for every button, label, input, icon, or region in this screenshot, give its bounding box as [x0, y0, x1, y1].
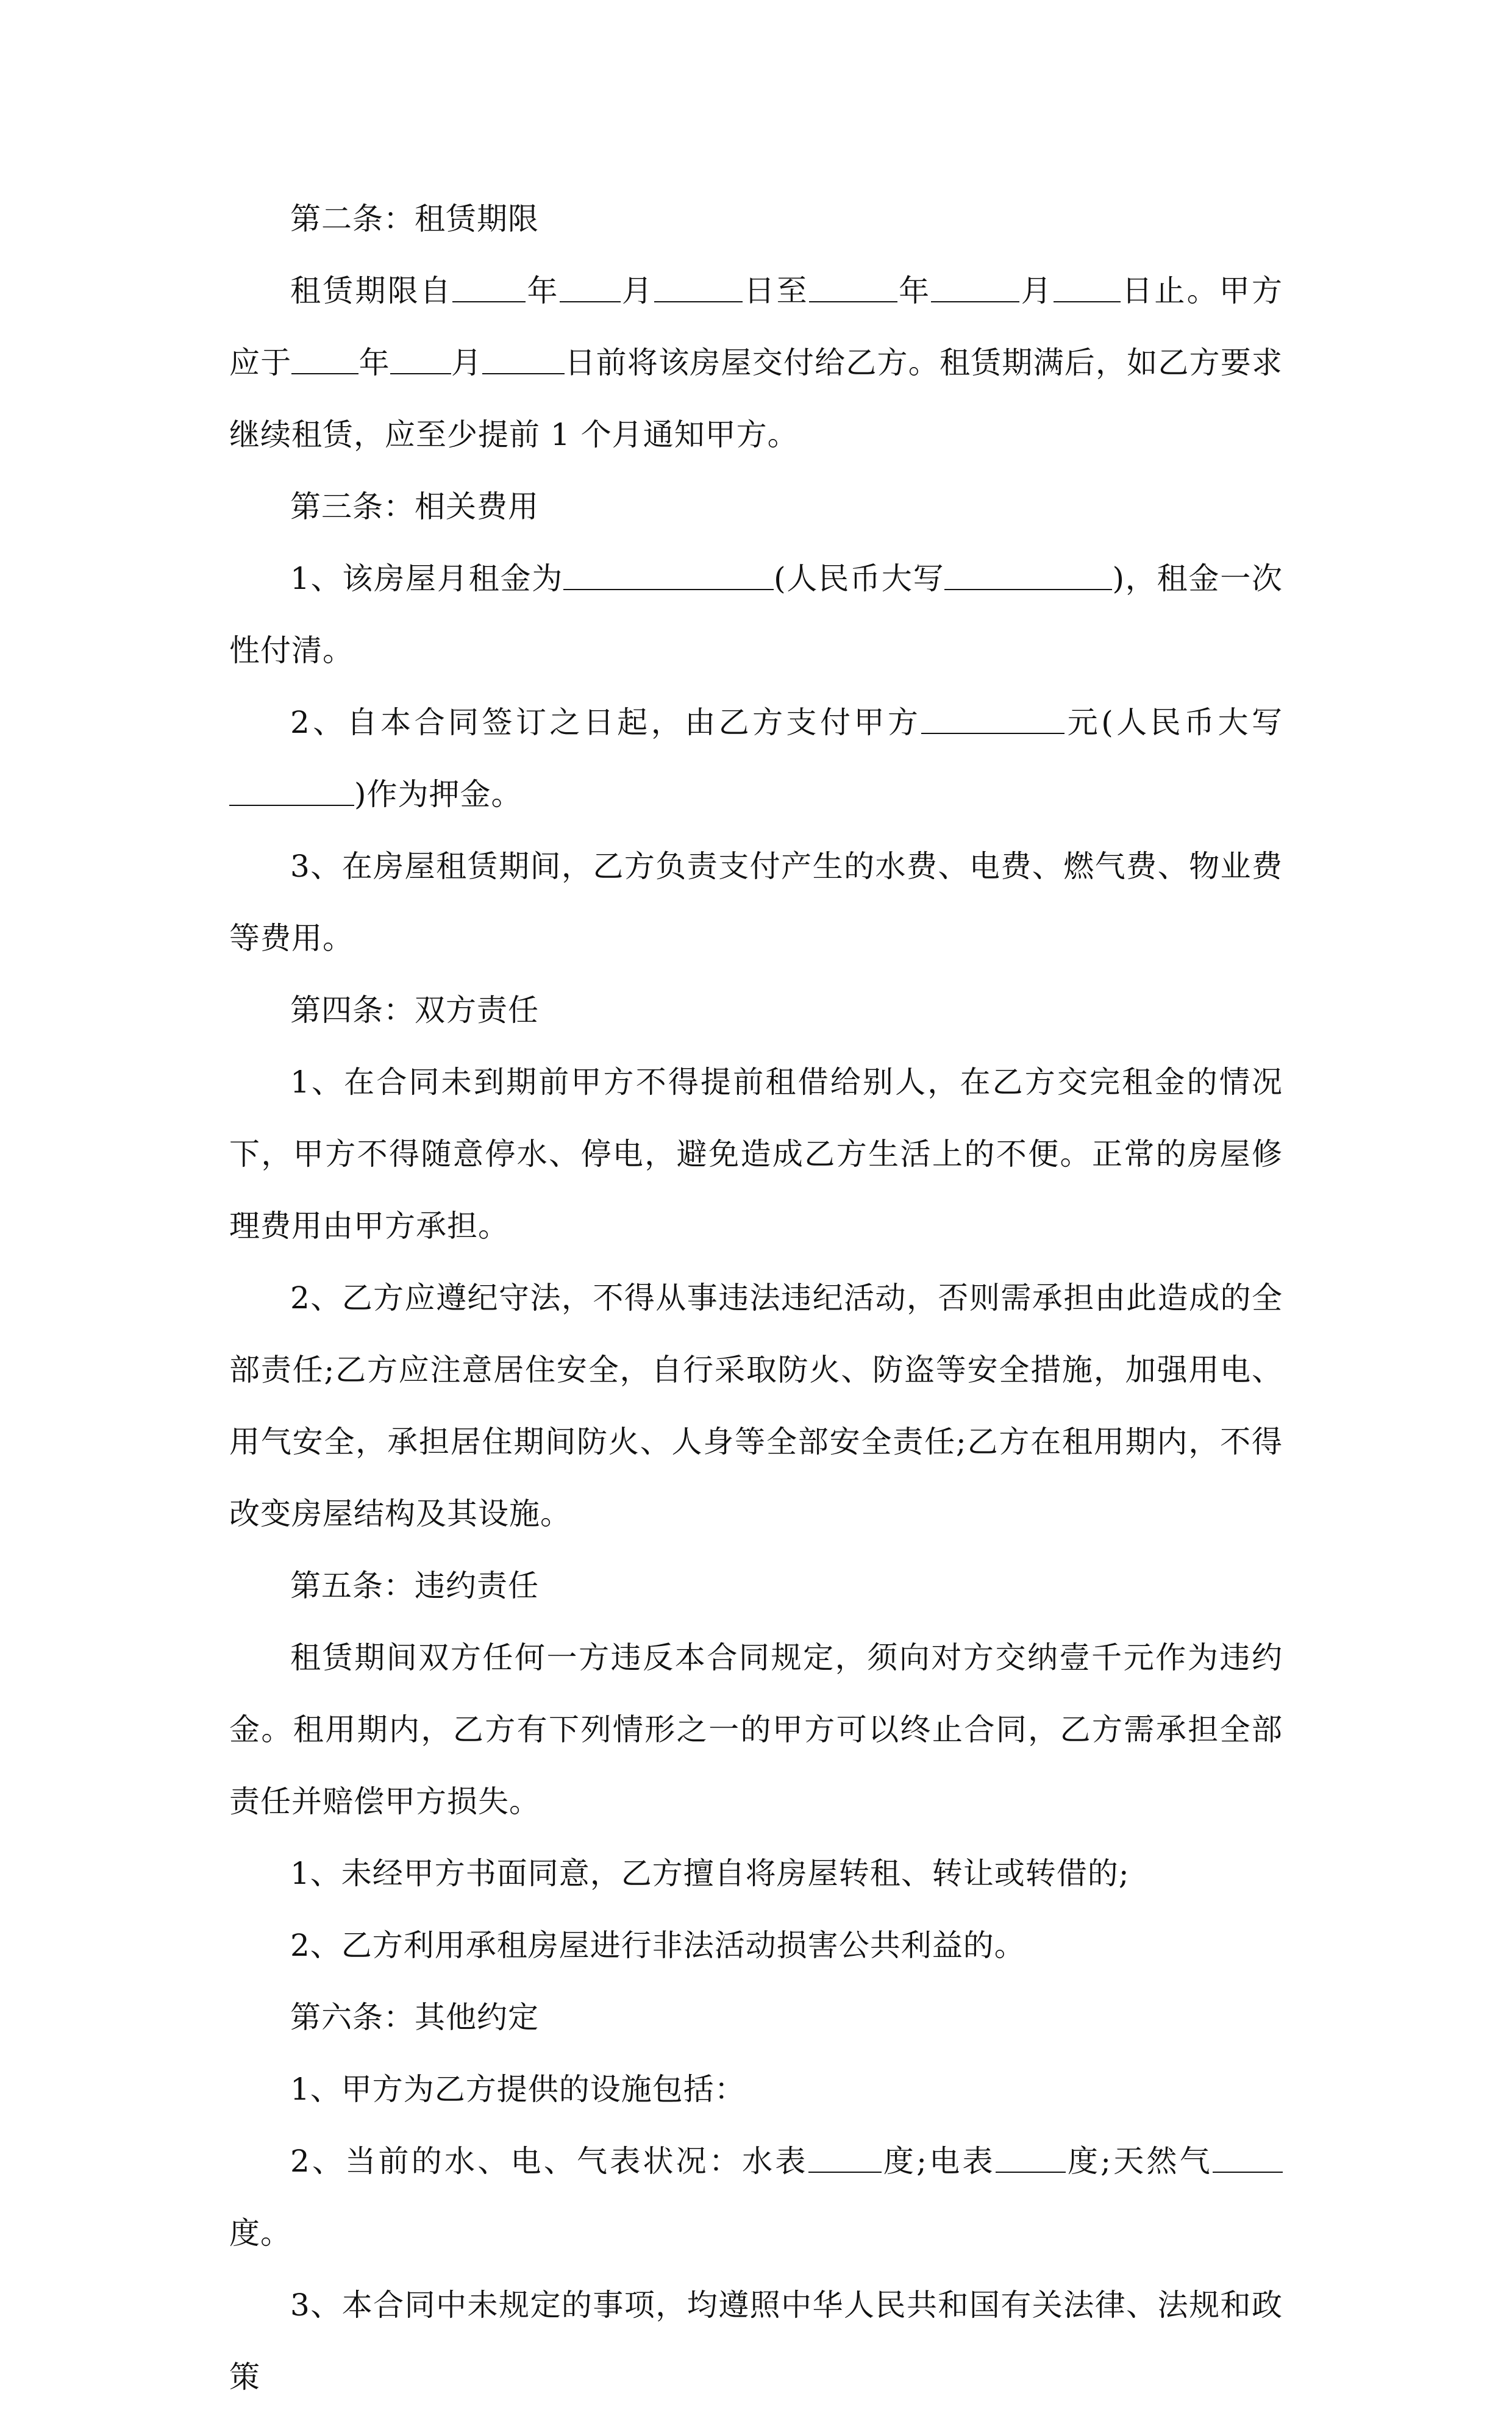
- delivery-year-blank[interactable]: [291, 349, 358, 374]
- article-5-item-2: 2、乙方利用承租房屋进行非法活动损害公共利益的。: [290, 1928, 1025, 1963]
- article-5-item-1: 1、未经甲方书面同意，乙方擅自将房屋转租、转让或转借的;: [290, 1856, 1130, 1891]
- start-month-blank[interactable]: [560, 277, 621, 302]
- article-3-item-2: 2、自本合同签订之日起，由乙方支付甲方 元(人民币大写)作为押金。: [229, 686, 1283, 830]
- article-5-title: 第五条：违约责任: [290, 1568, 539, 1603]
- article-2-title: 第二条：租赁期限: [290, 201, 539, 237]
- contract-body: [229, 183, 1283, 2413]
- article-6-title: 第六条：其他约定: [290, 2000, 539, 2035]
- end-day-blank[interactable]: [1054, 277, 1121, 302]
- start-day-blank[interactable]: [654, 277, 743, 302]
- article-6-item-2: 2、当前的水、电、气表状况：水表 度;电表 度;天然气度。: [229, 2125, 1283, 2269]
- article-6-item-1: 1、甲方为乙方提供的设施包括：: [290, 2072, 746, 2107]
- deposit-amount-blank[interactable]: [921, 708, 1064, 734]
- delivery-day-blank[interactable]: [482, 349, 565, 374]
- article-4-title: 第四条：双方责任: [290, 993, 539, 1028]
- delivery-month-blank[interactable]: [390, 349, 451, 374]
- article-6-item-3: 3、本合同中未规定的事项，均遵照中华人民共和国有关法律、法规和政策: [229, 2287, 1283, 2395]
- start-year-blank[interactable]: [452, 277, 526, 302]
- end-month-blank[interactable]: [931, 277, 1019, 302]
- water-meter-blank[interactable]: [808, 2147, 882, 2173]
- deposit-uppercase-blank[interactable]: [229, 780, 354, 806]
- end-year-blank[interactable]: [809, 277, 897, 302]
- gas-meter-blank[interactable]: [1213, 2147, 1283, 2173]
- article-4-item-2: 2、乙方应遵纪守法，不得从事违法违纪活动，否则需承担由此造成的全部责任;乙方应注意居住安全，自行采取防火、防盗等安全措施，加强用电、用气安全，承担居住期间防火、人身等全部安全责任;乙方在租用期内，不得改变房屋结构及其设施。: [229, 1280, 1283, 1531]
- article-5-paragraph: 租赁期间双方任何一方违反本合同规定，须向对方交纳壹千元作为违约金。租用期内，乙方有下列情形之一的甲方可以终止合同，乙方需承担全部责任并赔偿甲方损失。: [229, 1640, 1283, 1819]
- article-3-item-1: 1、该房屋月租金为 (人民币大写 )，租金一次性付清。: [229, 561, 1283, 668]
- monthly-rent-blank[interactable]: [563, 565, 774, 590]
- article-3-title: 第三条：相关费用: [290, 489, 539, 524]
- rent-uppercase-blank[interactable]: [944, 565, 1112, 590]
- article-3-item-3: 3、在房屋租赁期间，乙方负责支付产生的水费、电费、燃气费、物业费等费用。: [229, 849, 1283, 956]
- electric-meter-blank[interactable]: [996, 2147, 1066, 2173]
- article-2-term-paragraph: 租赁期限自 年 月 日至 年 月 日止。甲方应于 年 月 日前将该房屋交付给乙方。租赁期满后，如乙方要求继续租赁，应至少提前 1 个月通知甲方。: [229, 273, 1283, 452]
- article-4-item-1: 1、在合同未到期前甲方不得提前租借给别人，在乙方交完租金的情况下，甲方不得随意停水、停电，避免造成乙方生活上的不便。正常的房屋修理费用由甲方承担。: [229, 1064, 1283, 1244]
